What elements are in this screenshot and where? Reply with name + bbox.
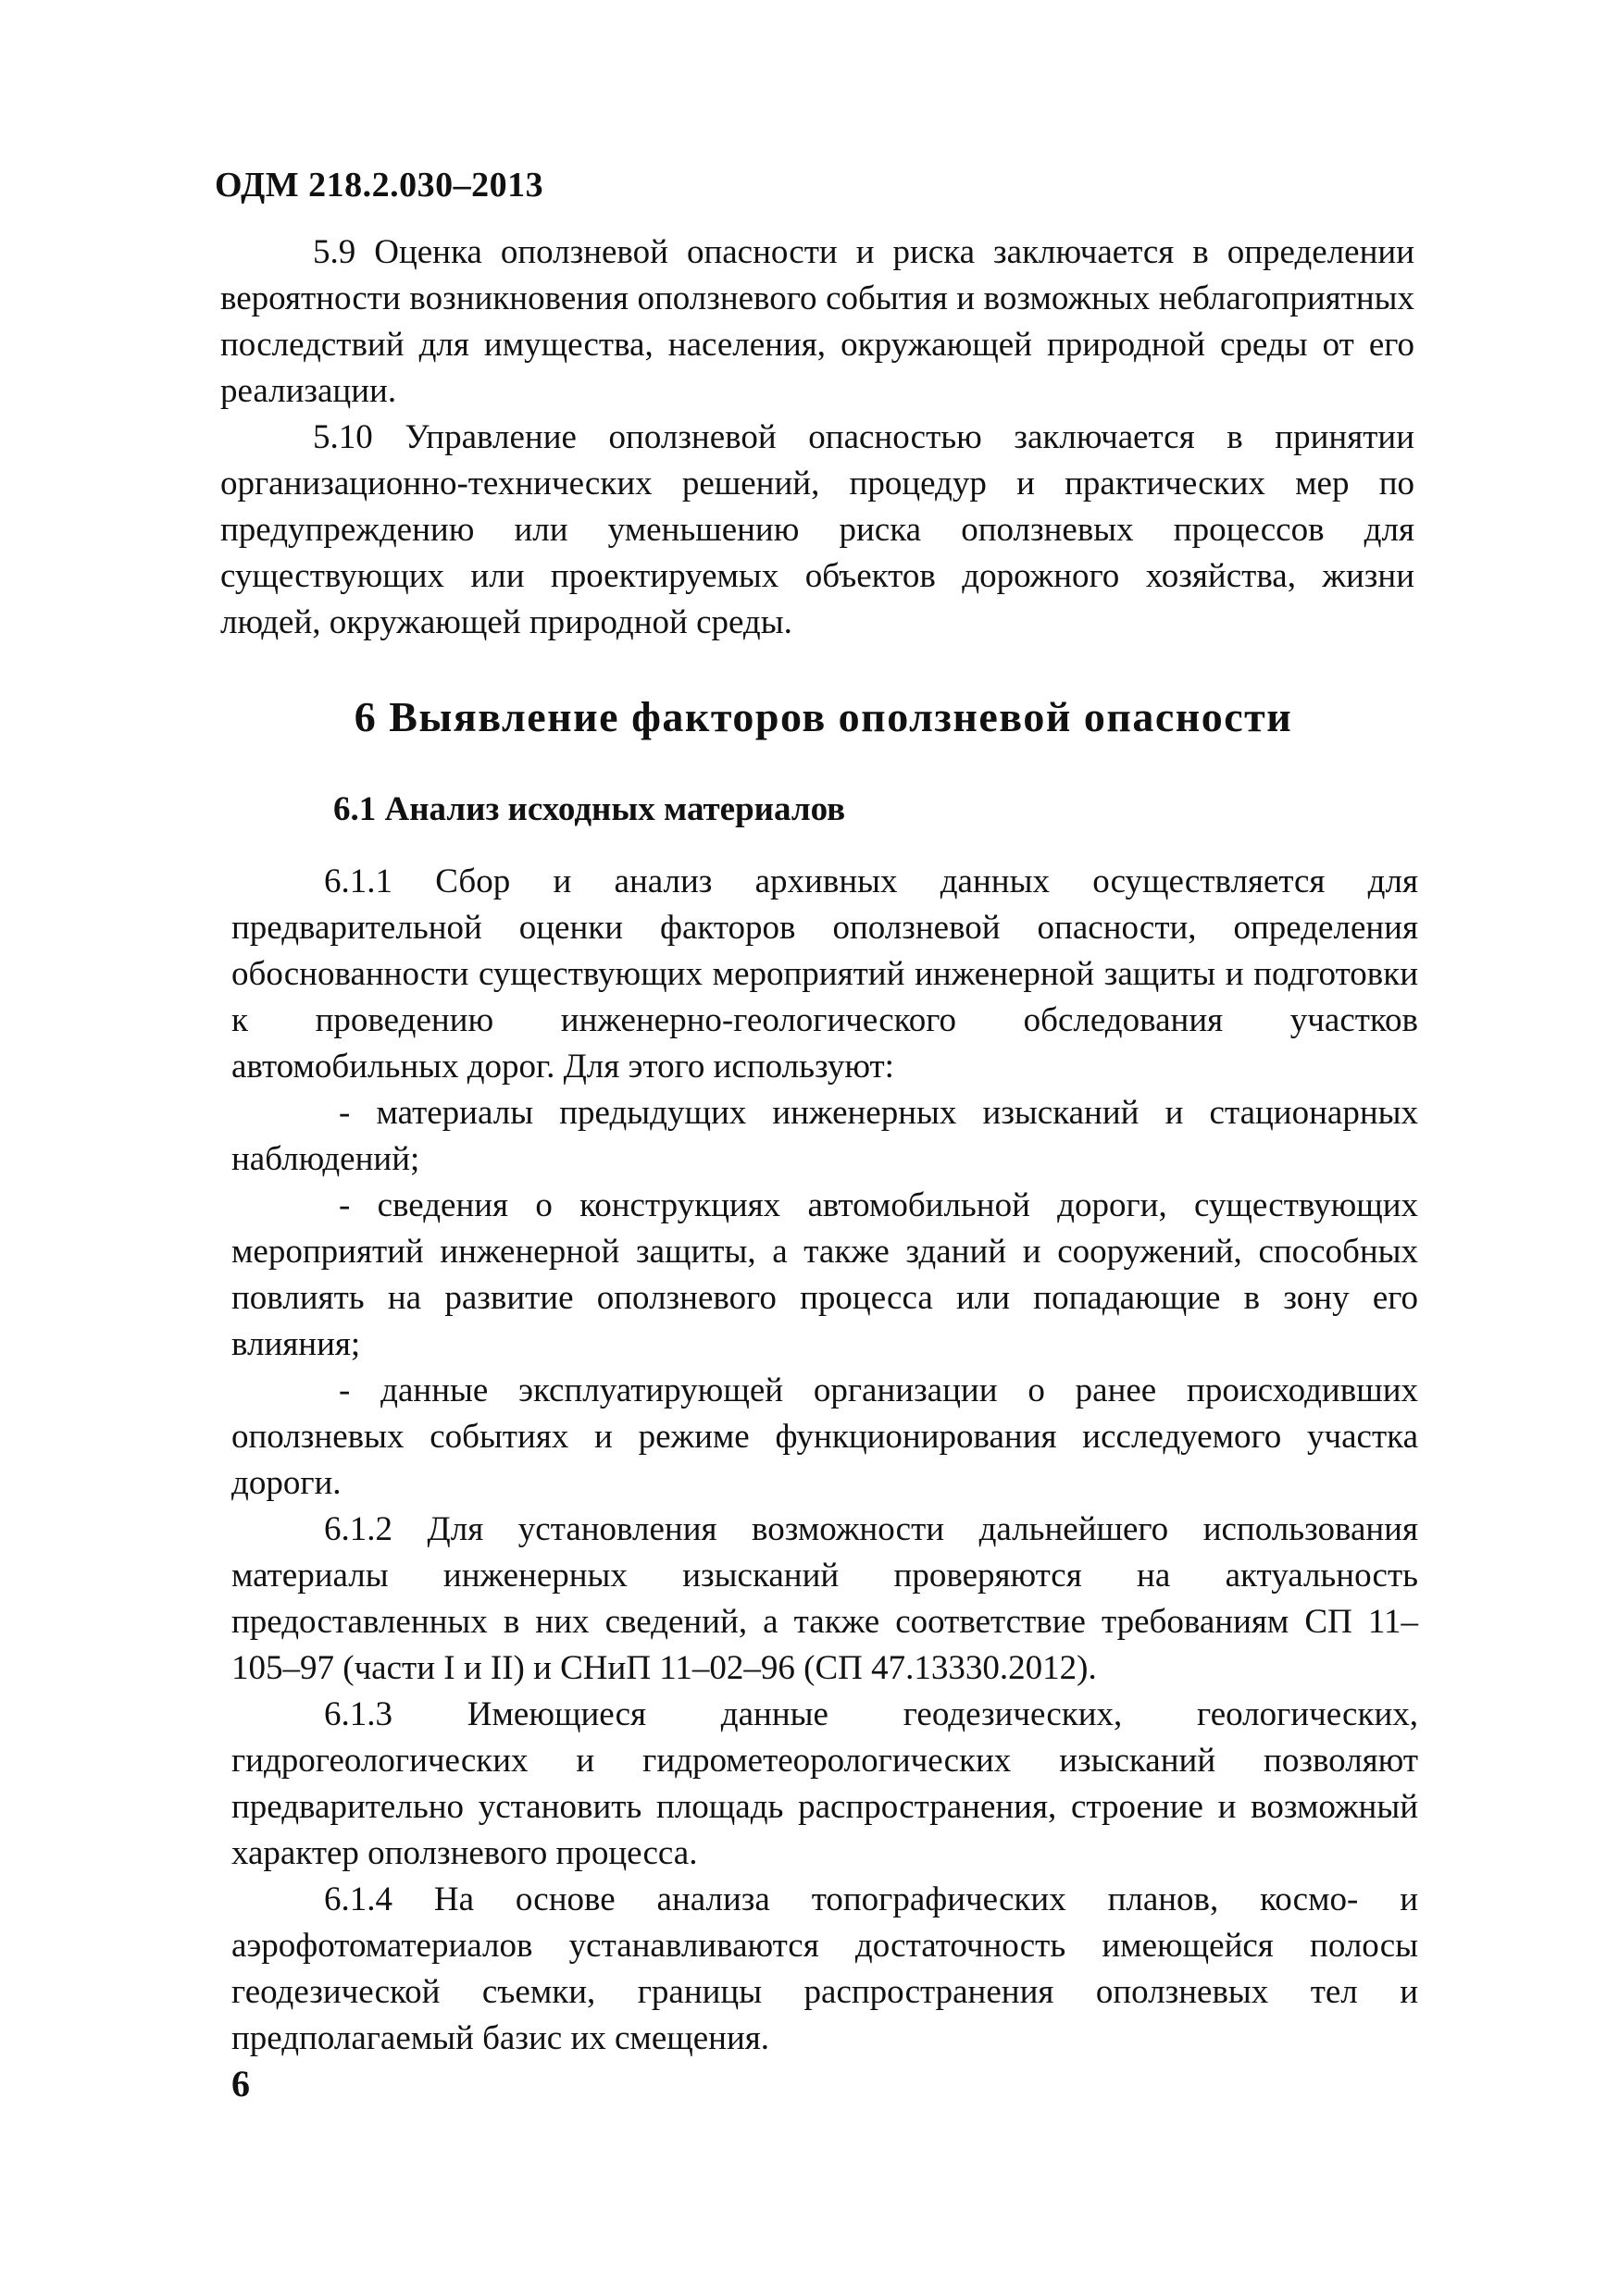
paragraph-6-1-2: 6.1.2 Для установления возможности дальнейшего использования материалы инженерных изысканий проверяются на актуальность предоставленных в них сведений, а также соответствие требованиям СП 11–105–97 (части I и II) и СНиП 11–02–96 (СП 47.13330.2012). — [231, 1510, 1418, 1687]
list-item: - сведения о конструкциях автомобильной дороги, существующих мероприятий инженерной защиты, а также зданий и сооружений, способных повлиять на развитие оползневого процесса или попадающие в зону его влияния; — [231, 1186, 1418, 1363]
paragraph-5-9: 5.9 Оценка оползневой опасности и риска заключается в определении вероятности возникновения оползневого события и возможных неблагоприятных последствий для имущества, населения, окружающей природной среды от его реализации. — [220, 233, 1414, 410]
page-number: 6 — [231, 2063, 250, 2104]
document-code: ОДМ 218.2.030–2013 — [215, 166, 544, 205]
list-item: - данные эксплуатирующей организации о ранее происходивших оползневых событиях и режиме функционирования исследуемого участка дороги. — [231, 1371, 1418, 1502]
paragraph-6-1-1: 6.1.1 Сбор и анализ архивных данных осуществляется для предварительной оценки факторов оползневой опасности, определения обоснованности существующих мероприятий инженерной защиты и подготовки к проведению инженерно-геологического обследования участков автомобильных дорог. Для этого используют: — [231, 863, 1418, 1086]
list-item: - материалы предыдущих инженерных изысканий и стационарных наблюдений; — [231, 1094, 1418, 1178]
paragraph-6-1-3: 6.1.3 Имеющиеся данные геодезических, геологических, гидрогеологических и гидрометеорологических изысканий позволяют предварительно установить площадь распространения, строение и возможный характер оползневого процесса. — [231, 1695, 1418, 1872]
section-5-paragraphs — [220, 230, 1414, 646]
subsection-6-1-title: 6.1 Анализ исходных материалов — [333, 790, 846, 828]
paragraph-6-1-4: 6.1.4 На основе анализа топографических планов, космо- и аэрофотоматериалов устанавливаются достаточность имеющейся полосы геодезической съемки, границы распространения оползневых тел и предполагаемый базис их смещения. — [231, 1880, 1418, 2057]
paragraph-5-10: 5.10 Управление оползневой опасностью заключается в принятии организационно-технических решений, процедур и практических мер по предупреждению или уменьшению риска оползневых процессов для существующих или проектируемых объектов дорожного хозяйства, жизни людей, окружающей природной среды. — [220, 418, 1414, 641]
section-6-title: 6 Выявление факторов оползневой опасности — [354, 693, 1293, 740]
section-6-1-paragraphs — [231, 859, 1418, 2062]
